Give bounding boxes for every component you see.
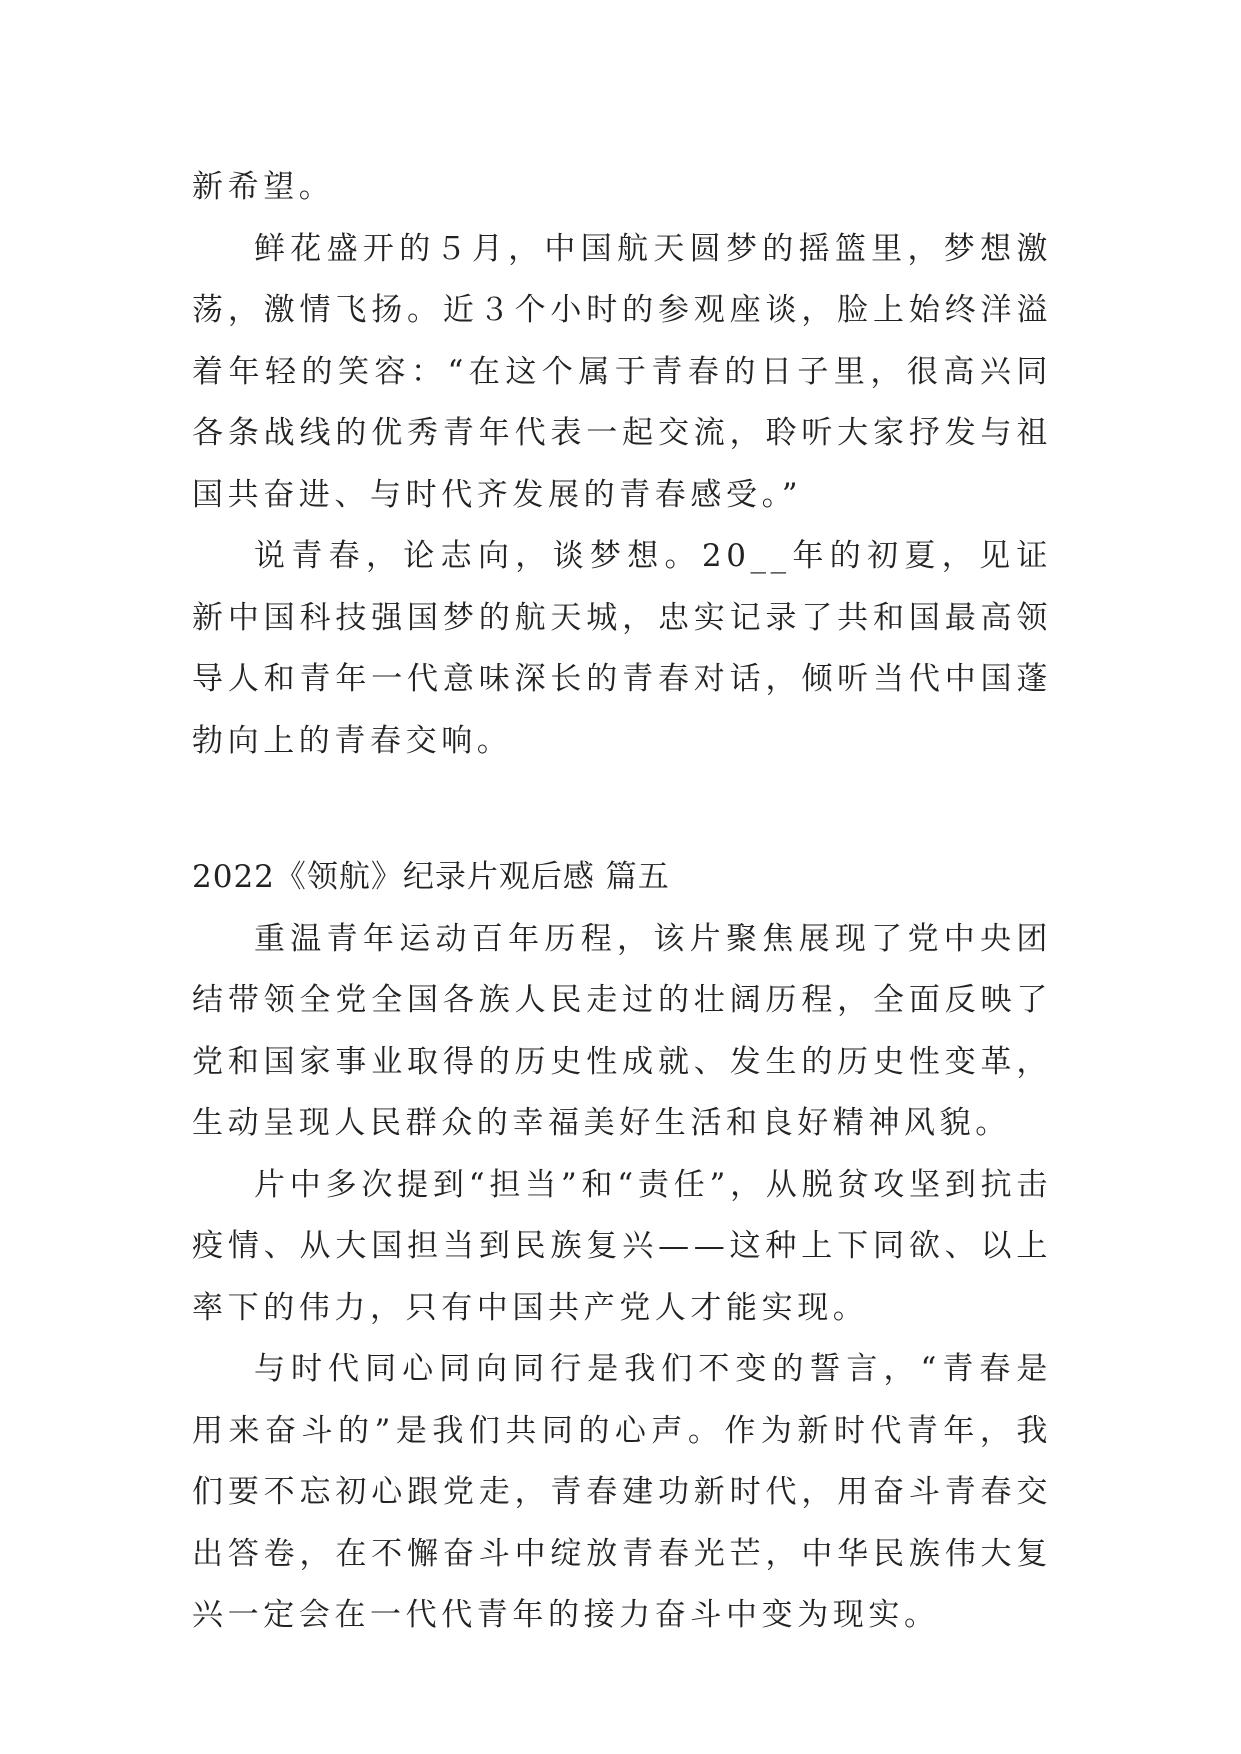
document-body [192,157,1052,1647]
section-title: 2022《领航》纪录片观后感 篇五 [192,859,670,895]
continued-paragraph: 新希望。 [192,169,335,205]
body-paragraph: 说青春，论志向，谈梦想。20__年的初夏，见证新中国科技强国梦的航天城，忠实记录了共和国最高领导人和青年一代意味深长的青春对话，倾听当代中国蓬勃向上的青春交响。 [192,538,1052,759]
body-paragraph: 重温青年运动百年历程，该片聚焦展现了党中央团结带领全党全国各族人民走过的壮阔历程，全面反映了党和国家事业取得的历史性成就、发生的历史性变革，生动呈现人民群众的幸福美好生活和良好精神风貌。 [192,920,1052,1141]
body-paragraph: 片中多次提到“担当”和“责任”，从脱贫攻坚到抗击疫情、从大国担当到民族复兴——这种上下同欲、以上率下的伟力，只有中国共产党人才能实现。 [192,1166,1052,1326]
body-paragraph: 与时代同心同向同行是我们不变的誓言，“青春是用来奋斗的”是我们共同的心声。作为新时代青年，我们要不忘初心跟党走，青春建功新时代，用奋斗青春交出答卷，在不懈奋斗中绽放青春光芒，中华民族伟大复兴一定会在一代代青年的接力奋斗中变为现实。 [192,1351,1052,1633]
body-paragraph: 鲜花盛开的５月，中国航天圆梦的摇篮里，梦想激荡，激情飞扬。近３个小时的参观座谈，脸上始终洋溢着年轻的笑容：“在这个属于青春的日子里，很高兴同各条战线的优秀青年代表一起交流，聆听大家抒发与祖国共奋进、与时代齐发展的青春感受。” [192,230,1052,513]
